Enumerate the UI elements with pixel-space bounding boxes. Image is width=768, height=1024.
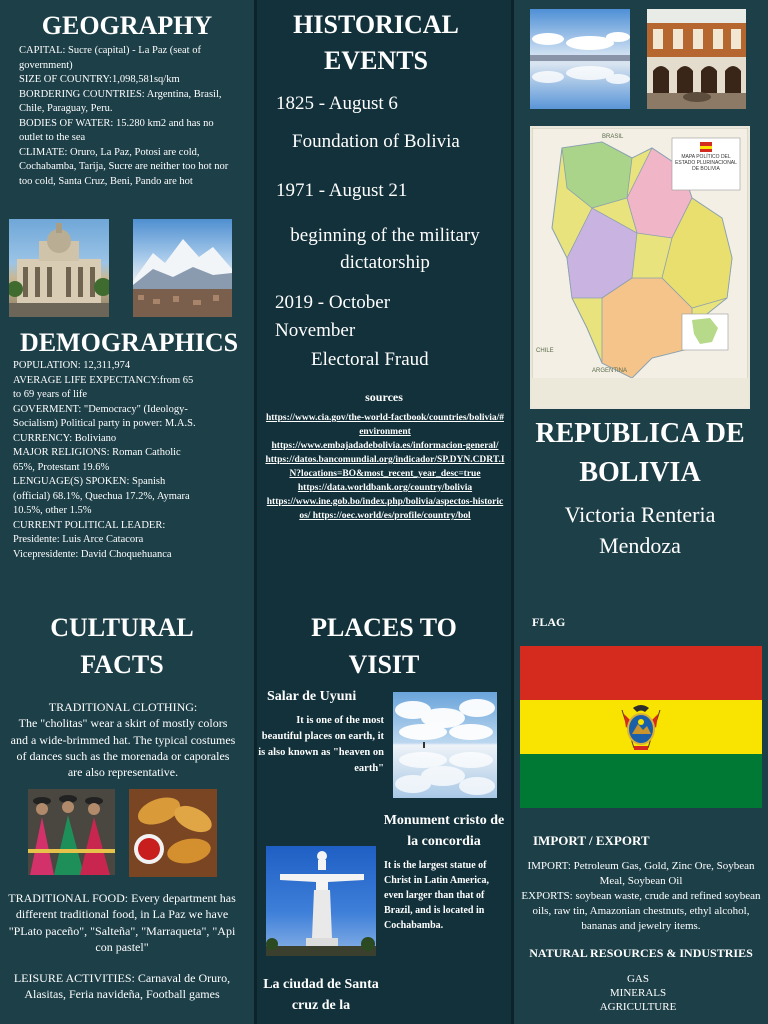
- saltenas-photo: [129, 789, 217, 877]
- geography-list: [19, 44, 229, 189]
- resource-gas: GAS: [626, 973, 649, 985]
- resource-minerals: MINERALS: [609, 987, 667, 999]
- flag-green-stripe: [520, 754, 762, 808]
- place3-name: La ciudad de Santa cruz de la: [263, 977, 379, 1013]
- demographics-religions: MAJOR RELIGIONS: Roman Catholic 65%, Protestant 19.6%: [13, 447, 181, 473]
- salar-uyuni-photo: [393, 692, 497, 798]
- place1-name: Salar de Uyuni: [267, 689, 357, 704]
- author-line2: Mendoza: [599, 533, 681, 558]
- geography-borders: BORDERING COUNTRIES: Argentina, Brasil, Chile, Paraguay, Peru.: [19, 88, 222, 114]
- cristo-concordia-photo: [266, 846, 376, 956]
- demographics-population: POPULATION: 12,311,974: [13, 360, 131, 371]
- import-export-title: IMPORT / EXPORT: [533, 833, 650, 848]
- demographics-currency: CURRENCY: Boliviano: [13, 432, 117, 444]
- source-link-bancomundial[interactable]: https://datos.bancomundial.org/indicador/SP.DYN.CDRT.IN?locations=BO&most_recent_year_desc=true: [265, 455, 505, 479]
- map-label-argentina: ARGENTINA: [592, 368, 628, 374]
- geography-size: SIZE OF COUNTRY:1,098,581sq/km: [19, 74, 180, 85]
- government-building-photo: [9, 219, 109, 317]
- demographics-government: GOVERMENT: "Democracy" (Ideology- Socialism) Political party in power: M.A.S.: [13, 403, 196, 429]
- food-text: TRADITIONAL FOOD: Every department has different traditional food, in La Paz we have "PLato paceño", "Salteña", "Marraqueta", "Api con pastel": [8, 891, 236, 954]
- event3-description: Electoral Fraud: [311, 349, 429, 370]
- source-link-worldbank[interactable]: https://data.worldbank.org/country/bolivia: [297, 483, 473, 493]
- leisure-text: LEISURE ACTIVITIES: Carnaval de Oruro, Alasitas, Feria navideña, Football games: [13, 971, 231, 1002]
- author-line1: Victoria Renteria: [564, 502, 716, 527]
- map-label-chile: CHILE: [536, 348, 554, 354]
- geography-water: BODIES OF WATER: 15.280 km2 and has no outlet to the sea: [19, 117, 214, 143]
- resources-list: [514, 972, 762, 1014]
- geography-capital: CAPITAL: Sucre (capital) - La Paz (seat of government): [19, 45, 201, 71]
- salt-flat-reflection-photo: [530, 9, 630, 109]
- bolivia-political-map: [530, 126, 750, 409]
- illimani-mountain-photo: [133, 219, 232, 317]
- right-panel: [514, 0, 768, 1024]
- cultural-title-line1: CULTURAL: [50, 613, 194, 642]
- demographics-president: Presidente: Luis Arce Catacora: [13, 534, 144, 545]
- resources-title: NATURAL RESOURCES & INDUSTRIES: [529, 946, 753, 960]
- historical-title-line2: EVENTS: [323, 46, 429, 75]
- event1-date: 1825 - August 6: [276, 93, 398, 114]
- demographics-vicepresident: Vicepresidente: David Choquehuanca: [13, 548, 172, 560]
- coat-of-arms-icon: [616, 700, 666, 754]
- event2-date: 1971 - August 21: [276, 180, 408, 201]
- places-title-line2: VISIT: [348, 650, 420, 679]
- event1-description: Foundation of Bolivia: [292, 131, 460, 152]
- event2-description: beginning of the military dictatorship: [290, 225, 480, 273]
- demographics-leader-label: CURRENT POLITICAL LEADER:: [13, 519, 166, 531]
- source-link-embajada[interactable]: https://www.embajadadebolivia.es/informacion-general/: [271, 441, 499, 451]
- place1-description: It is one of the most beautiful places on earth, it is also known as "heaven on earth": [258, 715, 384, 774]
- sources-list: [265, 411, 505, 523]
- event3-date-line1: 2019 - October: [275, 292, 391, 313]
- bolivia-flag: [520, 646, 762, 808]
- place2-name: Monument cristo de la concordia: [383, 813, 505, 849]
- demographics-languages: LENGUAGE(S) SPOKEN: Spanish (official) 68.1%, Quechua 17.2%, Aymara 10.5%, other 1.5%: [13, 476, 190, 516]
- import-export-text: IMPORT: Petroleum Gas, Gold, Zinc Ore, Soybean Meal, Soybean Oil EXPORTS: soybean waste, crude and refined soybean oils, raw tin, Amazonian chestnuts, ethyl alcohol, bananas and jewelry items.: [521, 860, 761, 932]
- cholitas-photo: [28, 789, 115, 875]
- flag-label: FLAG: [532, 615, 566, 629]
- left-panel: [0, 0, 254, 1024]
- flag-red-stripe: [520, 646, 762, 700]
- places-title-line1: PLACES TO: [311, 613, 457, 642]
- map-label-brasil: BRASIL: [602, 134, 624, 140]
- historical-title-line1: HISTORICAL: [293, 10, 459, 39]
- demographics-life-expectancy: AVERAGE LIFE EXPECTANCY:from 65 to 69 years of life: [13, 374, 194, 400]
- demographics-list: [13, 359, 197, 562]
- resource-agriculture: AGRICULTURE: [599, 1001, 677, 1013]
- main-title-line1: REPUBLICA DE: [535, 418, 745, 449]
- cultural-title-line2: FACTS: [80, 650, 164, 679]
- clothing-text: TRADITIONAL CLOTHING: The "cholitas" wear a skirt of mostly colors and a wide-brimmed hat. The typical costumes of dances such as the morenada or caporales are also representative.: [10, 700, 236, 780]
- event3-date-line2: November: [275, 320, 356, 341]
- sources-title: sources: [365, 390, 403, 404]
- geography-climate: CLIMATE: Oruro, La Paz, Potosi are cold, Cochabamba, Tarija, Sucre are neither too hot nor too cold, Santa Cruz, Beni, Pando are hot: [19, 146, 229, 187]
- source-link-cia[interactable]: https://www.cia.gov/the-world-factbook/countries/bolivia/#environment: [265, 413, 505, 437]
- map-caption: MAPA POLÍTICO DEL ESTADO PLURINACIONAL DE BOLIVIA: [675, 154, 737, 172]
- main-title-line2: BOLIVIA: [579, 457, 701, 488]
- place2-description: It is the largest statue of Christ in Latin America, even larger than that of Brazil, and is located in Cochabamba.: [384, 860, 489, 931]
- colonial-courtyard-photo: [647, 9, 746, 109]
- geography-title: GEOGRAPHY: [41, 11, 213, 40]
- demographics-title: DEMOGRAPHICS: [19, 328, 239, 357]
- source-link-ine-oec[interactable]: https://www.ine.gob.bo/index.php/bolivia/aspectos-historicos/ https://oec.world/es/profile/country/bol: [266, 497, 504, 521]
- middle-panel: [257, 0, 511, 1024]
